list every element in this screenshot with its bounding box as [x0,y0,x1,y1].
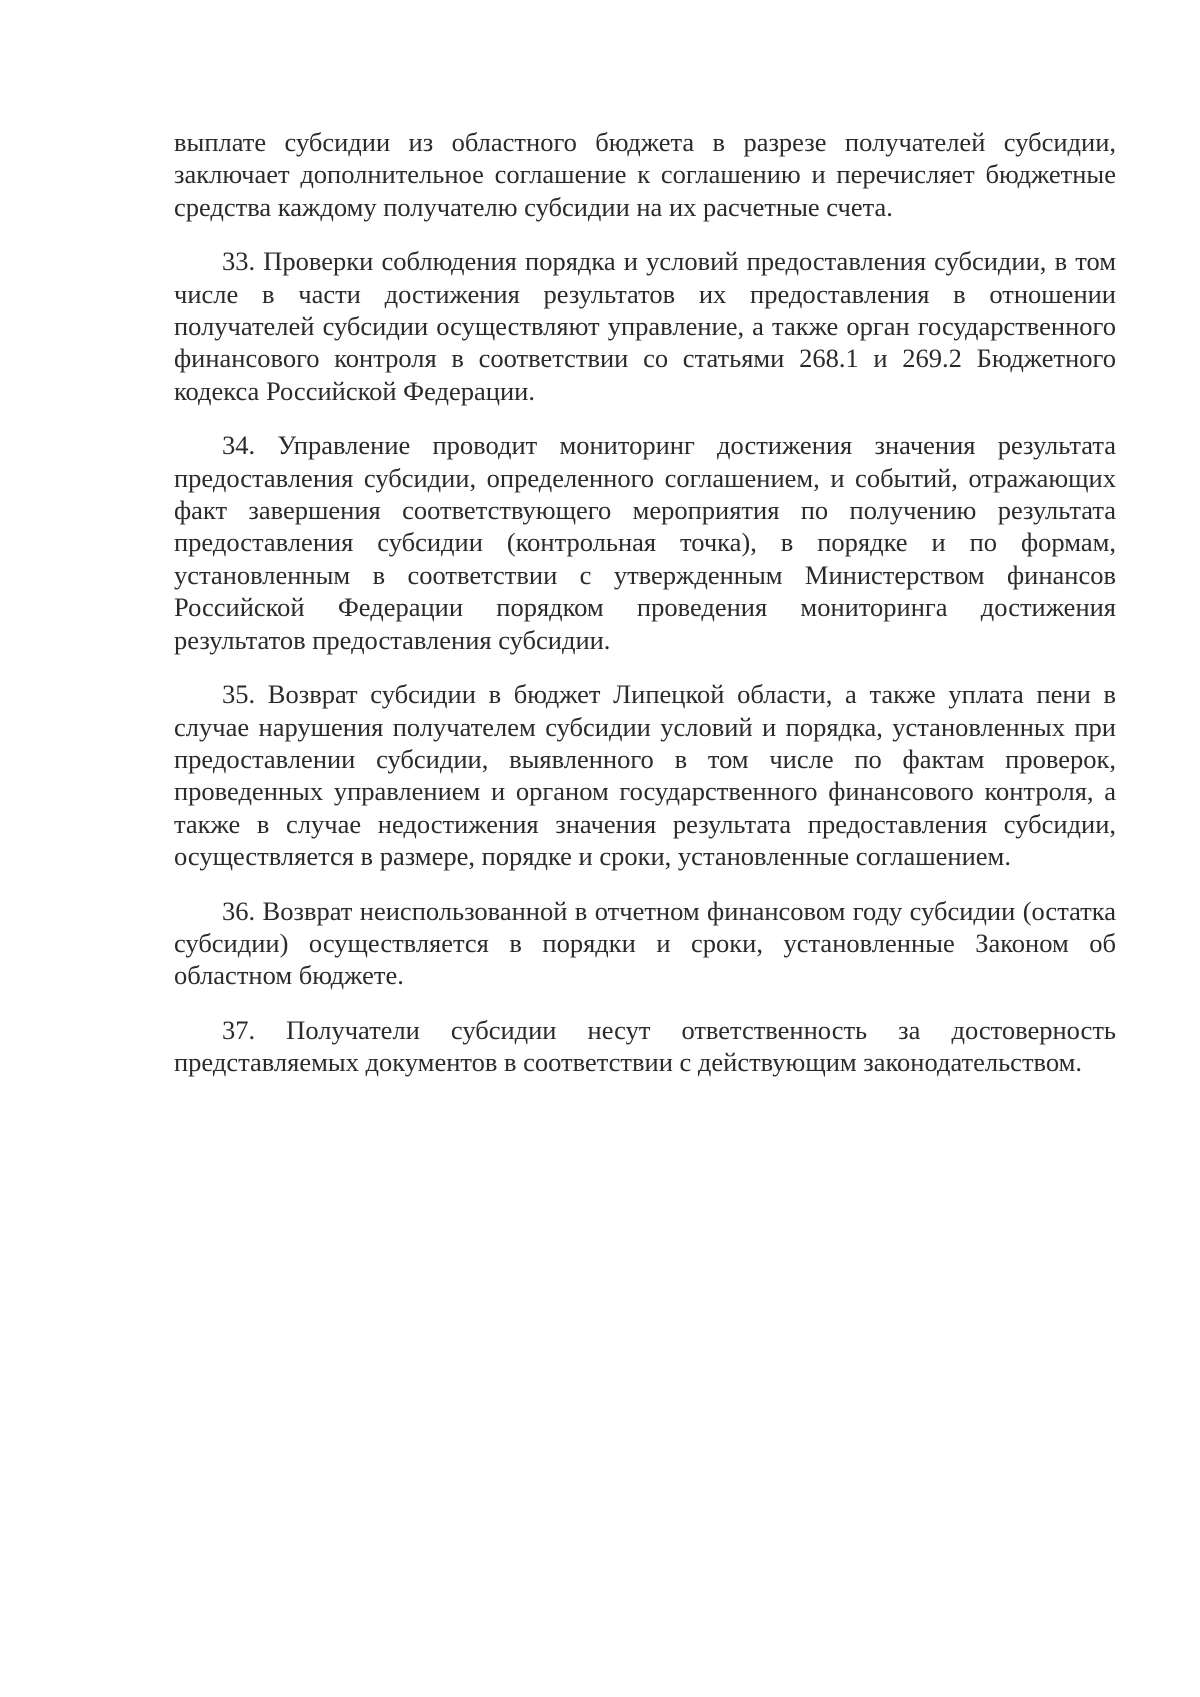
paragraph-37: 37. Получатели субсидии несут ответственность за достоверность представляемых документов в соответствии с действующим законодательством. [174,1014,1116,1078]
document-body [174,126,1116,1101]
paragraph-35: 35. Возврат субсидии в бюджет Липецкой области, а также уплата пени в случае нарушения получателем субсидии условий и порядка, установленных при предоставлении субсидии, выявленного в том числе по фактам проверок, проведенных управлением и органом государственного финансового контроля, а также в случае недостижения значения результата предоставления субсидии, осуществляется в размере, порядке и сроки, установленные соглашением. [174,679,1116,872]
paragraph-33: 33. Проверки соблюдения порядка и условий предоставления субсидии, в том числе в части достижения результатов их предоставления в отношении получателей субсидии осуществляют управление, а также орган государственного финансового контроля в соответствии со статьями 268.1 и 269.2 Бюджетного кодекса Российской Федерации. [174,246,1116,406]
paragraph-continuation: выплате субсидии из областного бюджета в разрезе получателей субсидии, заключает дополнительное соглашение к соглашению и перечисляет бюджетные средства каждому получателю субсидии на их расчетные счета. [174,127,1116,222]
paragraph-36: 36. Возврат неиспользованной в отчетном финансовом году субсидии (остатка субсидии) осуществляется в порядки и сроки, установленные Законом об областном бюджете. [174,895,1116,991]
paragraph-34: 34. Управление проводит мониторинг достижения значения результата предоставления субсидии, определенного соглашением, и событий, отражающих факт завершения соответствующего мероприятия по получению результата предоставления субсидии (контрольная точка), в порядке и по формам, установленным в соответствии с утвержденным Министерством финансов Российской Федерации порядком проведения мониторинга достижения результатов предоставления субсидии. [174,430,1116,655]
